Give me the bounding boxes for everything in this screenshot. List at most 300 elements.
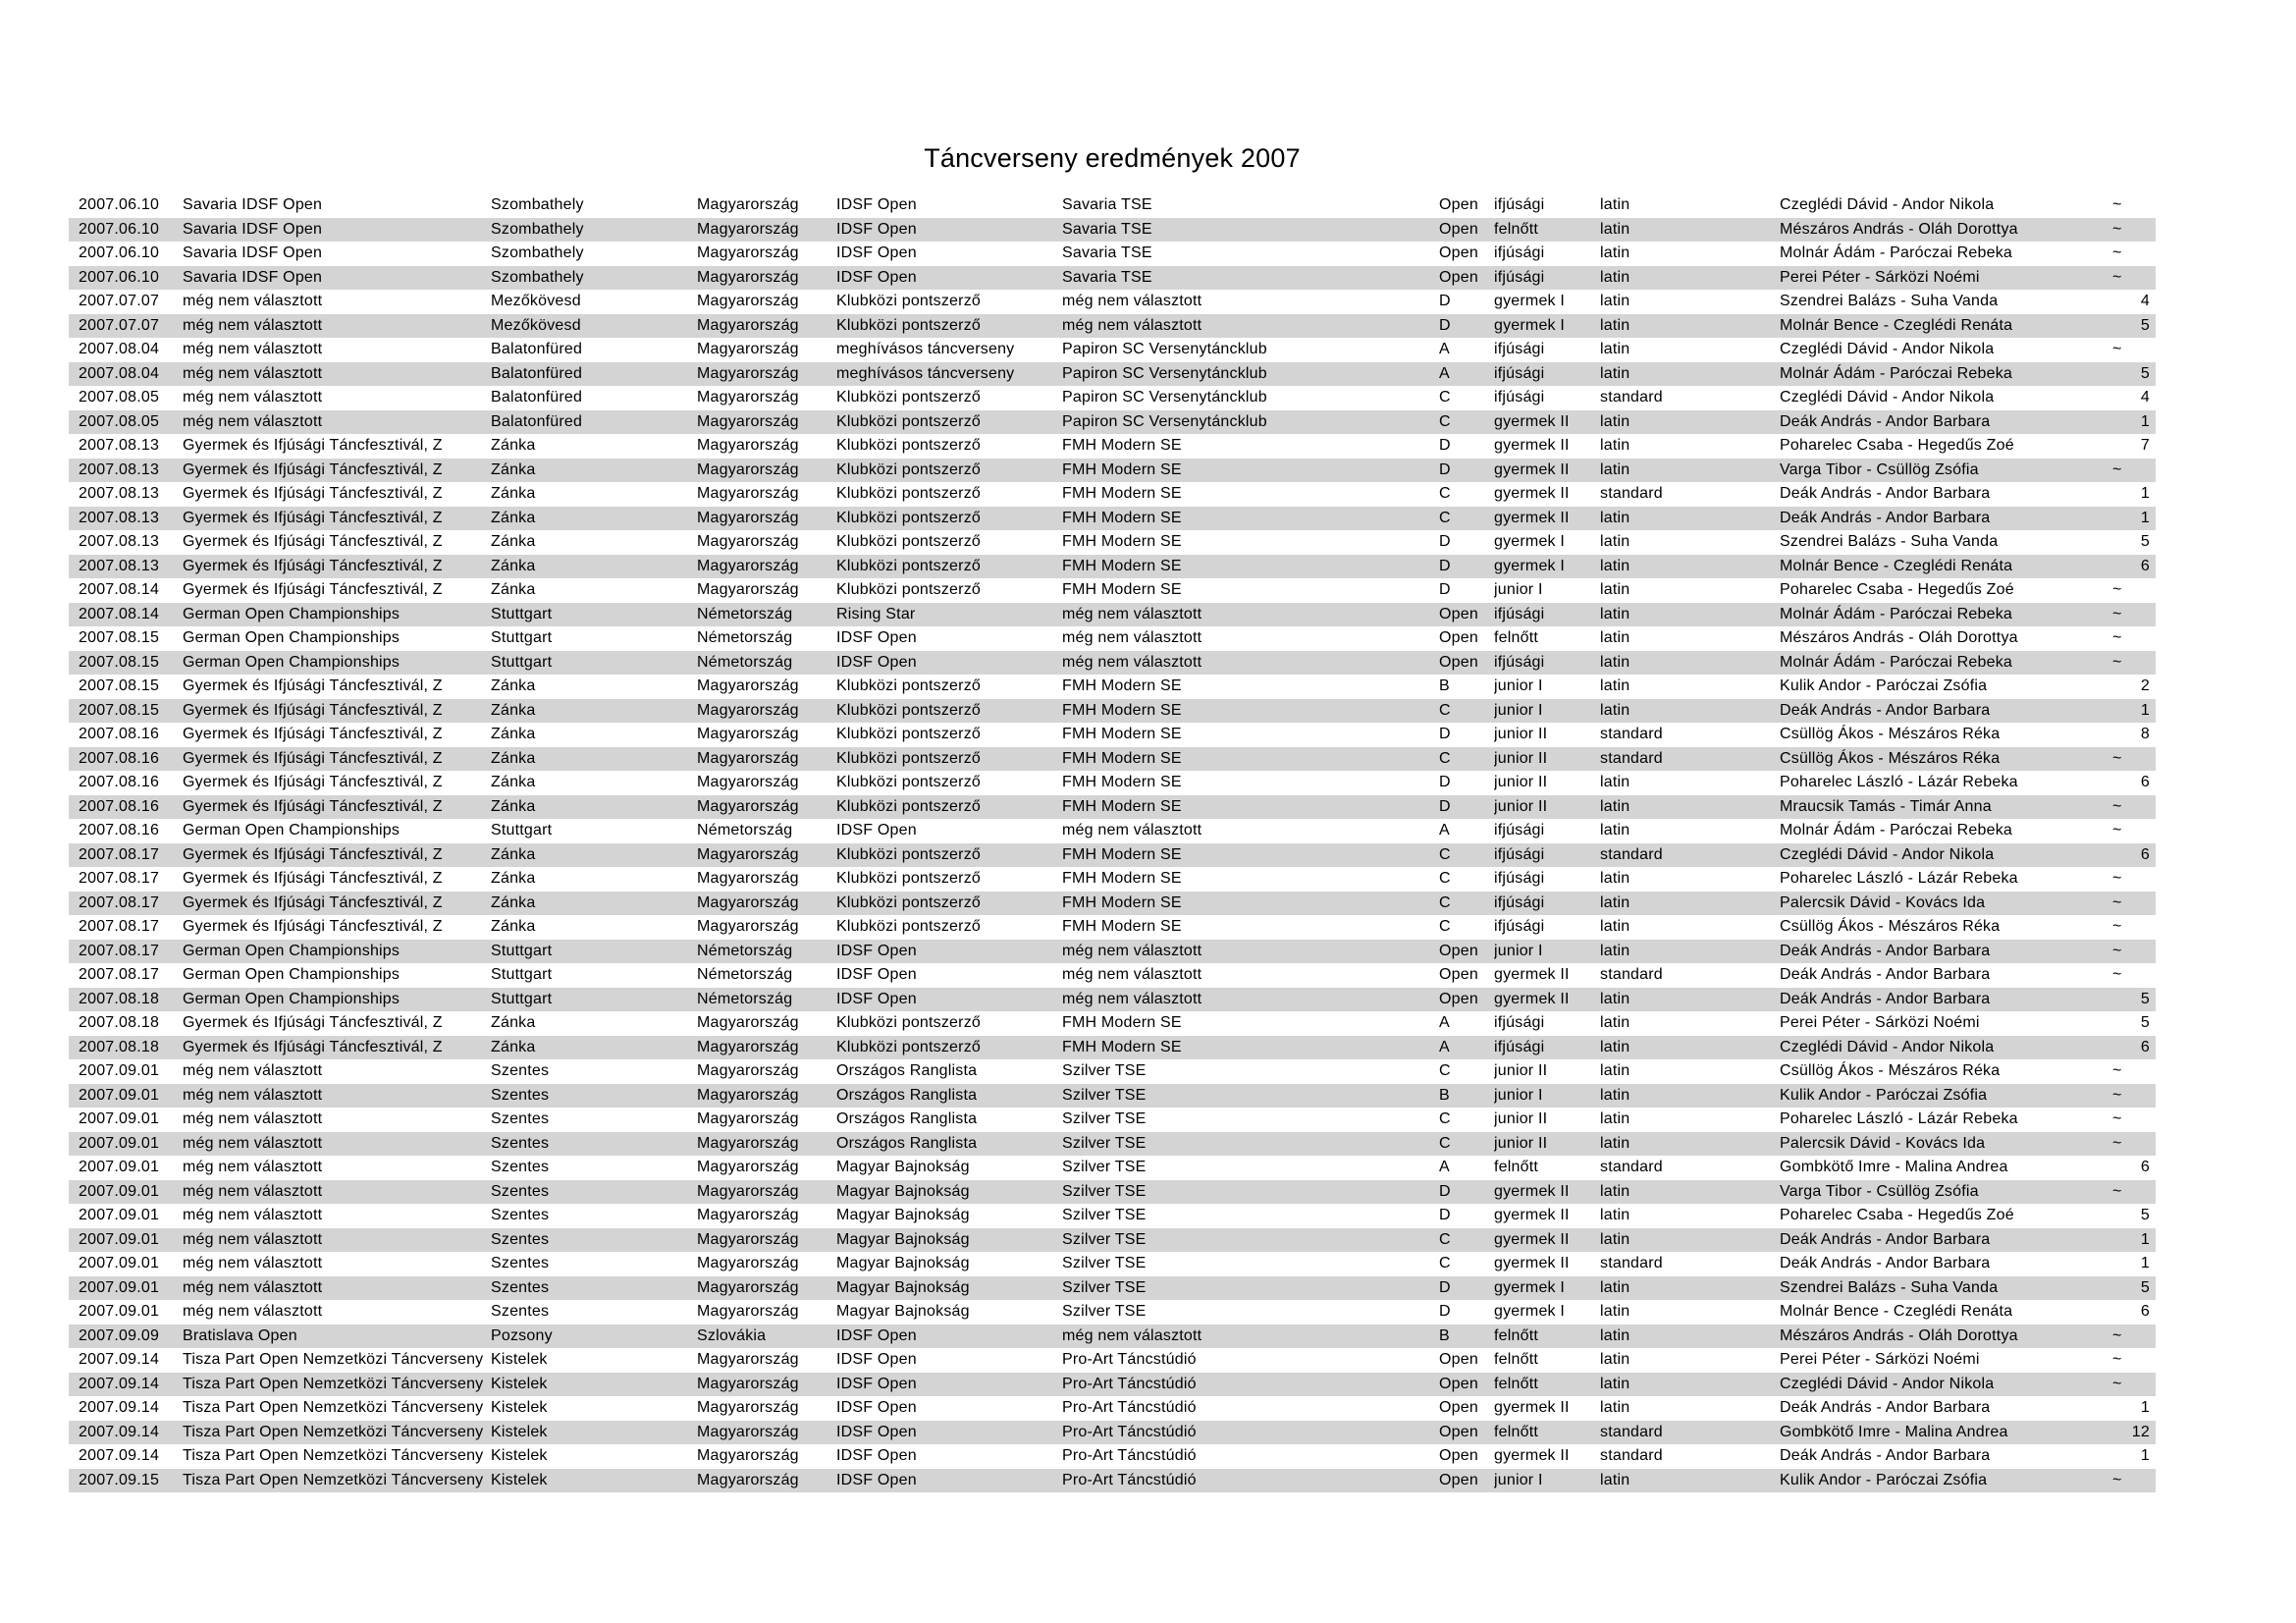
cell-couple: Deák András - Andor Barbara (1780, 1447, 1991, 1464)
cell-country: Magyarország (697, 845, 799, 863)
cell-city: Zánka (491, 460, 536, 478)
cell-couple: Czeglédi Dávid - Andor Nikola (1780, 389, 1995, 406)
cell-competition-type: Országos Ranglista (836, 1062, 978, 1079)
cell-style: latin (1600, 557, 1630, 574)
cell-club: FMH Modern SE (1062, 1038, 1182, 1055)
cell-couple: Varga Tibor - Csüllög Zsófia (1780, 460, 1979, 478)
cell-competition-type: IDSF Open (836, 220, 917, 238)
cell-club: Szilver TSE (1062, 1086, 1147, 1104)
table-row (69, 242, 2156, 266)
cell-competition-type: IDSF Open (836, 1326, 917, 1344)
cell-city: Zánka (491, 509, 536, 526)
cell-competition-type: IDSF Open (836, 653, 917, 671)
cell-club: Savaria TSE (1062, 196, 1152, 213)
table-row (69, 843, 2156, 868)
cell-class: Open (1439, 605, 1478, 622)
table-row (69, 1396, 2156, 1421)
cell-date: 2007.08.17 (79, 845, 160, 863)
cell-country: Magyarország (697, 1278, 799, 1296)
cell-date: 2007.08.16 (79, 797, 160, 815)
cell-event: még nem választott (183, 1255, 323, 1271)
cell-couple: Perei Péter - Sárközi Noémi (1780, 1351, 1980, 1368)
cell-couple: Deák András - Andor Barbara (1780, 966, 1991, 983)
cell-event: Gyermek és Ifjúsági Táncfesztivál, Z (183, 1014, 443, 1031)
cell-competition-type: Klubközi pontszerző (836, 918, 981, 935)
cell-couple: Csüllög Ákos - Mészáros Réka (1780, 726, 2001, 742)
cell-city: Kistelek (491, 1471, 548, 1488)
cell-country: Magyarország (697, 749, 799, 767)
cell-club: Szilver TSE (1062, 1303, 1147, 1320)
cell-style: latin (1600, 316, 1630, 334)
cell-date: 2007.09.01 (79, 1086, 160, 1104)
cell-country: Németország (697, 629, 793, 646)
cell-date: 2007.06.10 (79, 244, 160, 261)
table-row (69, 410, 2156, 435)
table-row (69, 867, 2156, 892)
cell-club: FMH Modern SE (1062, 870, 1182, 887)
cell-style: latin (1600, 822, 1630, 839)
cell-class: Open (1439, 1375, 1478, 1392)
cell-event: még nem választott (183, 1110, 323, 1127)
cell-event: Gyermek és Ifjúsági Táncfesztivál, Z (183, 774, 443, 790)
table-row (69, 963, 2156, 988)
cell-event: Gyermek és Ifjúsági Táncfesztivál, Z (183, 870, 443, 887)
cell-placement: ~ (2112, 918, 2122, 935)
cell-age-group: junior I (1494, 1086, 1543, 1104)
cell-country: Magyarország (697, 244, 799, 261)
cell-club: FMH Modern SE (1062, 845, 1182, 863)
cell-class: D (1439, 726, 1451, 742)
cell-age-group: ifjúsági (1494, 196, 1545, 213)
cell-couple: Molnár Bence - Czeglédi Renáta (1780, 557, 2013, 574)
cell-event: még nem választott (183, 1062, 323, 1079)
cell-age-group: felnőtt (1494, 220, 1538, 238)
cell-couple: Csüllög Ákos - Mészáros Réka (1780, 749, 2001, 767)
cell-competition-type: Klubközi pontszerző (836, 1014, 981, 1031)
cell-class: C (1439, 1110, 1451, 1127)
cell-style: latin (1600, 1351, 1630, 1368)
cell-placement: 5 (2140, 1014, 2150, 1031)
cell-competition-type: Klubközi pontszerző (836, 845, 981, 863)
cell-club: Szilver TSE (1062, 1062, 1147, 1079)
cell-city: Zánka (491, 1014, 536, 1031)
cell-date: 2007.08.13 (79, 533, 160, 550)
cell-country: Magyarország (697, 774, 799, 790)
cell-date: 2007.09.01 (79, 1159, 160, 1175)
cell-event: még nem választott (183, 316, 323, 334)
cell-competition-type: IDSF Open (836, 822, 917, 839)
cell-club: FMH Modern SE (1062, 509, 1182, 526)
cell-city: Kistelek (491, 1447, 548, 1464)
cell-competition-type: IDSF Open (836, 966, 917, 983)
cell-style: standard (1600, 389, 1663, 406)
cell-placement: ~ (2112, 629, 2122, 646)
cell-city: Zánka (491, 677, 536, 694)
cell-couple: Czeglédi Dávid - Andor Nikola (1780, 196, 1995, 213)
cell-event: Tisza Part Open Nemzetközi Táncverseny (183, 1399, 484, 1416)
cell-placement: 1 (2140, 1255, 2150, 1271)
cell-date: 2007.08.17 (79, 918, 160, 935)
cell-class: A (1439, 341, 1450, 357)
cell-date: 2007.09.01 (79, 1207, 160, 1223)
cell-placement: ~ (2112, 1471, 2122, 1488)
cell-placement: ~ (2112, 1134, 2122, 1152)
cell-date: 2007.09.14 (79, 1447, 160, 1464)
cell-couple: Deák András - Andor Barbara (1780, 990, 1991, 1007)
cell-date: 2007.09.01 (79, 1303, 160, 1320)
cell-age-group: ifjúsági (1494, 1038, 1545, 1055)
cell-event: még nem választott (183, 389, 323, 406)
cell-placement: 8 (2140, 726, 2150, 742)
cell-country: Magyarország (697, 1182, 799, 1200)
table-row (69, 1108, 2156, 1132)
cell-placement: ~ (2112, 220, 2122, 238)
cell-age-group: gyermek II (1494, 1447, 1570, 1464)
cell-style: latin (1600, 364, 1630, 382)
cell-club: még nem választott (1062, 1326, 1202, 1344)
cell-class: D (1439, 581, 1451, 598)
cell-city: Szentes (491, 1255, 550, 1271)
cell-style: latin (1600, 460, 1630, 478)
cell-date: 2007.08.14 (79, 605, 160, 622)
cell-class: C (1439, 485, 1451, 502)
cell-club: Szilver TSE (1062, 1207, 1147, 1223)
table-row (69, 1252, 2156, 1276)
cell-country: Magyarország (697, 1351, 799, 1368)
cell-age-group: gyermek II (1494, 1399, 1570, 1416)
cell-country: Magyarország (697, 460, 799, 478)
cell-date: 2007.07.07 (79, 316, 160, 334)
table-row (69, 1421, 2156, 1445)
cell-placement: 12 (2131, 1423, 2150, 1440)
cell-class: A (1439, 822, 1450, 839)
cell-club: Szilver TSE (1062, 1255, 1147, 1271)
cell-competition-type: Klubközi pontszerző (836, 774, 981, 790)
cell-placement: ~ (2112, 870, 2122, 887)
cell-country: Magyarország (697, 364, 799, 382)
cell-event: Gyermek és Ifjúsági Táncfesztivál, Z (183, 1038, 443, 1055)
cell-age-group: junior I (1494, 1471, 1543, 1488)
cell-competition-type: IDSF Open (836, 268, 917, 286)
table-row (69, 1444, 2156, 1469)
cell-class: C (1439, 1062, 1451, 1079)
cell-city: Szentes (491, 1303, 550, 1320)
cell-class: Open (1439, 268, 1478, 286)
cell-style: latin (1600, 653, 1630, 671)
cell-country: Magyarország (697, 797, 799, 815)
table-row (69, 193, 2156, 218)
cell-class: C (1439, 749, 1451, 767)
cell-country: Magyarország (697, 557, 799, 574)
cell-age-group: gyermek I (1494, 1303, 1566, 1320)
cell-country: Magyarország (697, 1255, 799, 1271)
cell-event: Gyermek és Ifjúsági Táncfesztivál, Z (183, 749, 443, 767)
cell-club: még nem választott (1062, 293, 1202, 309)
cell-club: Szilver TSE (1062, 1159, 1147, 1175)
cell-age-group: junior II (1494, 1062, 1548, 1079)
cell-style: latin (1600, 1110, 1630, 1127)
cell-club: még nem választott (1062, 822, 1202, 839)
cell-date: 2007.08.13 (79, 485, 160, 502)
cell-city: Szombathely (491, 196, 584, 213)
table-row (69, 1228, 2156, 1253)
cell-club: Szilver TSE (1062, 1230, 1147, 1248)
cell-club: még nem választott (1062, 316, 1202, 334)
cell-club: Papiron SC Versenytáncklub (1062, 389, 1267, 406)
cell-couple: Mészáros András - Oláh Dorottya (1780, 629, 2018, 646)
cell-country: Németország (697, 605, 793, 622)
cell-style: latin (1600, 533, 1630, 550)
table-row (69, 218, 2156, 243)
cell-date: 2007.09.09 (79, 1326, 160, 1344)
cell-date: 2007.08.16 (79, 726, 160, 742)
cell-placement: ~ (2112, 653, 2122, 671)
cell-club: Szilver TSE (1062, 1110, 1147, 1127)
cell-city: Kistelek (491, 1375, 548, 1392)
cell-couple: Mészáros András - Oláh Dorottya (1780, 1326, 2018, 1344)
cell-date: 2007.06.10 (79, 220, 160, 238)
cell-event: még nem választott (183, 1086, 323, 1104)
cell-event: German Open Championships (183, 990, 400, 1007)
cell-competition-type: IDSF Open (836, 1351, 917, 1368)
cell-competition-type: IDSF Open (836, 629, 917, 646)
cell-country: Magyarország (697, 581, 799, 598)
cell-placement: ~ (2112, 268, 2122, 286)
table-row (69, 626, 2156, 651)
cell-date: 2007.09.14 (79, 1351, 160, 1368)
cell-country: Magyarország (697, 316, 799, 334)
cell-age-group: junior I (1494, 942, 1543, 959)
cell-club: Szilver TSE (1062, 1182, 1147, 1200)
cell-couple: Poharelec Csaba - Hegedűs Zoé (1780, 437, 2014, 454)
cell-country: Magyarország (697, 509, 799, 526)
cell-club: még nem választott (1062, 605, 1202, 622)
cell-club: FMH Modern SE (1062, 749, 1182, 767)
cell-class: D (1439, 533, 1451, 550)
cell-date: 2007.08.17 (79, 870, 160, 887)
table-row (69, 988, 2156, 1012)
cell-class: Open (1439, 1471, 1478, 1488)
cell-placement: ~ (2112, 581, 2122, 598)
table-row (69, 1348, 2156, 1373)
cell-class: C (1439, 893, 1451, 911)
cell-style: standard (1600, 1159, 1663, 1175)
cell-couple: Csüllög Ákos - Mészáros Réka (1780, 1062, 2001, 1079)
cell-age-group: junior II (1494, 1134, 1548, 1152)
cell-style: latin (1600, 1062, 1630, 1079)
table-row (69, 1180, 2156, 1205)
cell-competition-type: IDSF Open (836, 196, 917, 213)
cell-city: Zánka (491, 797, 536, 815)
cell-city: Stuttgart (491, 605, 553, 622)
cell-age-group: felnőtt (1494, 1351, 1538, 1368)
table-row (69, 578, 2156, 603)
cell-competition-type: Klubközi pontszerző (836, 485, 981, 502)
cell-age-group: ifjúsági (1494, 364, 1545, 382)
cell-couple: Perei Péter - Sárközi Noémi (1780, 268, 1980, 286)
cell-class: C (1439, 412, 1451, 430)
table-row (69, 915, 2156, 940)
cell-placement: 1 (2140, 1399, 2150, 1416)
cell-placement: 5 (2140, 990, 2150, 1007)
cell-placement: ~ (2112, 942, 2122, 959)
cell-couple: Czeglédi Dávid - Andor Nikola (1780, 1375, 1995, 1392)
table-row (69, 699, 2156, 724)
cell-couple: Czeglédi Dávid - Andor Nikola (1780, 1038, 1995, 1055)
cell-class: D (1439, 293, 1451, 309)
cell-date: 2007.08.15 (79, 677, 160, 694)
cell-country: Magyarország (697, 1062, 799, 1079)
cell-class: A (1439, 1159, 1450, 1175)
cell-city: Szentes (491, 1230, 550, 1248)
cell-country: Magyarország (697, 220, 799, 238)
cell-city: Zánka (491, 437, 536, 454)
cell-event: Bratislava Open (183, 1326, 297, 1344)
cell-city: Zánka (491, 701, 536, 719)
cell-club: FMH Modern SE (1062, 581, 1182, 598)
cell-date: 2007.09.14 (79, 1375, 160, 1392)
cell-city: Szentes (491, 1207, 550, 1223)
cell-city: Szentes (491, 1278, 550, 1296)
cell-style: standard (1600, 485, 1663, 502)
cell-style: latin (1600, 1230, 1630, 1248)
cell-age-group: gyermek II (1494, 1207, 1570, 1223)
cell-event: Tisza Part Open Nemzetközi Táncverseny (183, 1471, 484, 1488)
cell-event: Gyermek és Ifjúsági Táncfesztivál, Z (183, 726, 443, 742)
cell-event: még nem választott (183, 364, 323, 382)
cell-age-group: ifjúsági (1494, 1014, 1545, 1031)
cell-competition-type: meghívásos táncverseny (836, 364, 1015, 382)
cell-country: Magyarország (697, 268, 799, 286)
cell-club: még nem választott (1062, 653, 1202, 671)
cell-placement: ~ (2112, 196, 2122, 213)
cell-country: Magyarország (697, 437, 799, 454)
cell-couple: Csüllög Ákos - Mészáros Réka (1780, 918, 2001, 935)
cell-age-group: gyermek II (1494, 1182, 1570, 1200)
cell-city: Kistelek (491, 1351, 548, 1368)
cell-club: Pro-Art Táncstúdió (1062, 1423, 1197, 1440)
cell-club: FMH Modern SE (1062, 918, 1182, 935)
cell-style: latin (1600, 1303, 1630, 1320)
cell-date: 2007.08.17 (79, 893, 160, 911)
cell-age-group: felnőtt (1494, 1375, 1538, 1392)
cell-couple: Palercsik Dávid - Kovács Ida (1780, 1134, 1986, 1152)
cell-style: latin (1600, 1182, 1630, 1200)
cell-country: Németország (697, 653, 793, 671)
cell-country: Magyarország (697, 918, 799, 935)
table-row (69, 1059, 2156, 1084)
cell-event: még nem választott (183, 412, 323, 430)
cell-class: Open (1439, 1423, 1478, 1440)
cell-date: 2007.08.15 (79, 701, 160, 719)
cell-club: még nem választott (1062, 629, 1202, 646)
cell-date: 2007.08.18 (79, 1014, 160, 1031)
cell-event: még nem választott (183, 1278, 323, 1296)
cell-club: még nem választott (1062, 990, 1202, 1007)
cell-couple: Kulik Andor - Paróczai Zsófia (1780, 1471, 1988, 1488)
cell-class: C (1439, 845, 1451, 863)
cell-class: C (1439, 918, 1451, 935)
table-row (69, 940, 2156, 964)
table-row (69, 1373, 2156, 1397)
cell-style: latin (1600, 893, 1630, 911)
cell-placement: 6 (2140, 557, 2150, 574)
cell-couple: Czeglédi Dávid - Andor Nikola (1780, 341, 1995, 357)
cell-club: Savaria TSE (1062, 268, 1152, 286)
cell-placement: 6 (2140, 1038, 2150, 1055)
cell-placement: ~ (2112, 341, 2122, 357)
cell-city: Pozsony (491, 1326, 553, 1344)
cell-city: Mezőkövesd (491, 316, 581, 334)
cell-style: latin (1600, 196, 1630, 213)
cell-competition-type: Klubközi pontszerző (836, 557, 981, 574)
cell-class: D (1439, 1182, 1451, 1200)
cell-style: latin (1600, 509, 1630, 526)
cell-style: latin (1600, 1399, 1630, 1416)
cell-style: standard (1600, 749, 1663, 767)
cell-city: Stuttgart (491, 966, 553, 983)
cell-class: D (1439, 316, 1451, 334)
cell-event: Savaria IDSF Open (183, 196, 323, 213)
cell-placement: ~ (2112, 244, 2122, 261)
cell-club: Savaria TSE (1062, 220, 1152, 238)
cell-club: FMH Modern SE (1062, 893, 1182, 911)
cell-class: Open (1439, 244, 1478, 261)
cell-date: 2007.09.01 (79, 1278, 160, 1296)
cell-class: A (1439, 364, 1450, 382)
table-row (69, 434, 2156, 459)
cell-date: 2007.08.13 (79, 460, 160, 478)
table-row (69, 507, 2156, 531)
cell-club: Szilver TSE (1062, 1134, 1147, 1152)
cell-placement: 6 (2140, 845, 2150, 863)
cell-club: FMH Modern SE (1062, 726, 1182, 742)
cell-competition-type: Klubközi pontszerző (836, 437, 981, 454)
cell-age-group: ifjúsági (1494, 918, 1545, 935)
cell-country: Magyarország (697, 1375, 799, 1392)
cell-placement: ~ (2112, 1326, 2122, 1344)
cell-city: Mezőkövesd (491, 293, 581, 309)
cell-couple: Poharelec Csaba - Hegedűs Zoé (1780, 1207, 2014, 1223)
cell-competition-type: Országos Ranglista (836, 1110, 978, 1127)
cell-country: Magyarország (697, 1447, 799, 1464)
cell-placement: 5 (2140, 1278, 2150, 1296)
table-row (69, 482, 2156, 507)
cell-couple: Molnár Ádám - Paróczai Rebeka (1780, 822, 2013, 839)
cell-date: 2007.09.01 (79, 1230, 160, 1248)
cell-club: FMH Modern SE (1062, 460, 1182, 478)
cell-age-group: ifjúsági (1494, 244, 1545, 261)
cell-class: C (1439, 1230, 1451, 1248)
cell-city: Kistelek (491, 1399, 548, 1416)
cell-style: latin (1600, 1038, 1630, 1055)
cell-placement: ~ (2112, 893, 2122, 911)
cell-placement: 1 (2140, 1447, 2150, 1464)
cell-club: FMH Modern SE (1062, 797, 1182, 815)
cell-age-group: junior II (1494, 1110, 1548, 1127)
cell-country: Magyarország (697, 412, 799, 430)
cell-style: standard (1600, 726, 1663, 742)
cell-couple: Molnár Ádám - Paróczai Rebeka (1780, 244, 2013, 261)
cell-club: Papiron SC Versenytáncklub (1062, 341, 1267, 357)
cell-couple: Varga Tibor - Csüllög Zsófia (1780, 1182, 1979, 1200)
cell-class: C (1439, 1255, 1451, 1271)
cell-age-group: ifjúsági (1494, 268, 1545, 286)
cell-couple: Szendrei Balázs - Suha Vanda (1780, 293, 1999, 309)
cell-placement: 5 (2140, 1207, 2150, 1223)
cell-event: German Open Championships (183, 605, 400, 622)
cell-placement: ~ (2112, 966, 2122, 983)
